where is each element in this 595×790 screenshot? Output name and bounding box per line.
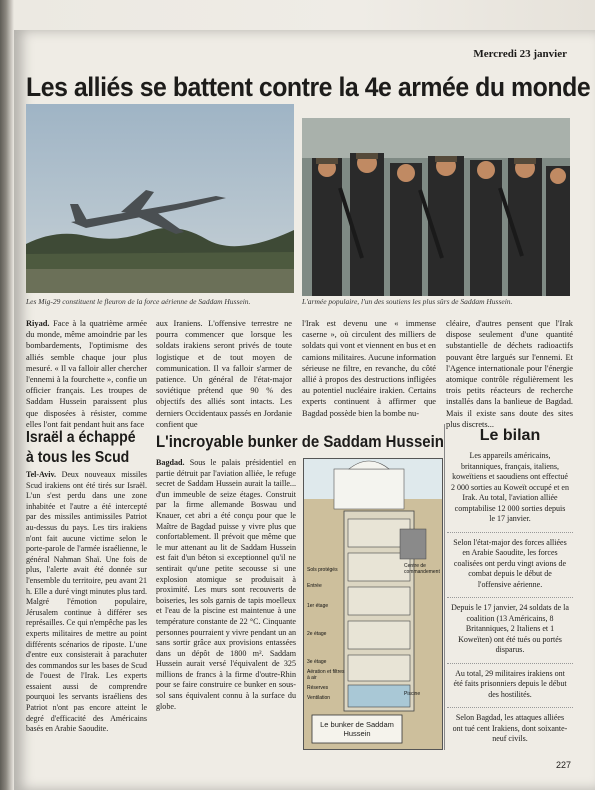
issue-date: Mercredi 23 janvier [473,48,567,60]
diagram-label-piscine: Piscine [404,691,421,697]
article-top-col2: aux Iraniens. L'offensive terrestre ne pourra commencer que lorsque les soldats irakiens seront privés de toute logistique et de tout moyen de communication. Il va falloir s'armer de patience. Un général de l'état-major soviétique prétend que 90 % des objectifs des alliés sont intacts. Les derniers Occidentaux passés en Jordanie confient que [156,319,292,429]
article-text: Face à la quatrième armée du monde, même amoindrie par les bombardements, l'optimisme des alliés semble chaque jour plus mesuré. « Il va falloir aller chercher l'ennemi à la fourchette », confie un officier français. Les troupes de Saddam Hussein paraissent plus que disposées à résister, comme elles l'ont fait pendant huit ans face [26,319,147,429]
photo-mig29 [26,104,294,293]
caption-right: L'armée populaire, l'un des soutiens les plus sûrs de Saddam Hussein. [302,297,513,306]
article-top-col3: l'Irak est devenu une « immense caserne », où circulent des milliers de soldats qui vont et viennent en bus et en camions militaires. Aucune information sérieuse ne filtre, en revanche, du côté allié à propos des destructions infligées au potentiel nucléaire irakien. Certains experts continuent à affirmer que Bagdad possède bien la bombe nu- [302,319,436,418]
dateline-telaviv: Tel-Aviv. [26,470,57,479]
diagram-label-entree: Entrée [307,583,322,589]
bunker-text: Sous le palais présidentiel en partie détruit par l'aviation alliée, le refuge secret de Saddam Hussein aurait la taille... d'un immeuble de seize étages. Construit par la firme allemande Boswau und Knauer, cet abri a été conçu pour que le Maître de Bagdad puisse y vivre plus que confortablement. Il prévoit que même que le mur attenant au lit de Saddam Hussein est fait d'un béton si exceptionnel qu'il ne sentirait qu'une petite secousse si une explosion atomique se produisait à proximité. Les murs sont recouverts de boiseries, les sols garnis de tapis moelleux et l'eau de la piscine est maintenue à une température constante de 22 °C. Cinquante personnes pourraient y vivre pendant un an sans sortir grâce aux provisions entassées dans un dépôt de 1800 m². Saddam Hussein aurait versé l'équivalent de 325 millions de francs à la firme d'outre-Rhin pour se faire construire ce bunker en sous-sol sans équivalent connu à la surface du globe. [156,458,296,711]
diagram-label-etage3: 3e étage [307,659,327,665]
photo-popular-army [302,118,570,296]
bilan-item: Les appareils américains, britanniques, français, italiens, koweïtiens et saoudiens ont effectué 2 000 sorties au Koweït occupé et en Irak. Au total, l'aviation alliée comptabilise 12 000 sorties depuis le 17 janvier. [447,451,573,533]
bilan-title: Le bilan [479,427,541,444]
dateline-bagdad: Bagdad. [156,458,185,467]
diagram-label-commandement: Centre de commandement [404,563,440,575]
bilan-item: Depuis le 17 janvier, 24 soldats de la coalition (13 Américains, 8 Britanniques, 2 Italiens et 1 Koweïten) ont été tués ou portés disparus. [447,603,573,664]
bunker-diagram [303,458,443,750]
diagram-label-etage1: 1er étage [307,603,329,609]
bilan-item: Au total, 29 militaires irakiens ont été faits prisonniers depuis le début des hostilités. [447,669,573,709]
bilan-item: Selon l'état-major des forces alliées en Arabie Saoudite, les forces coalisées ont perdu vingt avions de combat depuis le début de l'offensive aérienne. [447,538,573,599]
diagram-label-ventilation: Ventilation [307,695,331,701]
article-top-col4: cléaire, d'autres pensent que l'Irak dispose seulement d'une quantité substantielle de déchets radioactifs pouvant être largués sur l'ennemi. Et l'Agence internationale pour l'énergie atomique contrôle régulièrement les trois petits réacteurs de recherche installés dans la banlieue de Bagdad. Mais il existe sans doute des sites plus discrets... [446,319,573,429]
israel-text: Deux nouveaux missiles Scud irakiens ont été tirés sur Israël. L'un s'est perdu dans une zone inhabitée et l'autre a été intercepté par des missiles antimissiles Patriot au-dessus du pays. Les tirs irakiens n'ont fait aucune victime selon le porte-parole de l'armée israélienne, le général Nahman Shaï. Une fois de plus, l'alerte avait été donnée sur l'ensemble du territoire, peu avant 21 h. Elle a duré vingt minutes plus tard. Malgré l'émotion populaire, Jérusalem continue à différer ses représailles. Ce qui n'empêche pas les experts militaires de mettre au point différents scénarios de riposte. L'une d'entre eux consisterait à parachuter des commandos sur les bases de Scud de l'ouest de l'Irak. Les experts essaient aussi de comprendre pourquoi les servants israéliens des Patriot n'ont pas encore atteint le degré d'efficacité des Américains basés en Arabie Saoudite. [26,470,147,734]
diagram-label-etage2: 2e étage [307,631,327,637]
bilan-box [447,423,573,753]
bunker-heading: L'incroyable bunker de Saddam Hussein [156,432,444,451]
headline: Les alliés se battent contre la 4e armée du monde [26,72,591,102]
caption-left: Les Mig-29 constituent le fleuron de la force aérienne de Saddam Hussein. [26,297,251,306]
diagram-label-sols: Sols protégés [307,567,338,573]
dateline-riyad: Riyad. [26,319,50,328]
bilan-item: Selon Bagdad, les attaques alliées ont tué cent Irakiens, dont soixante-neuf civils. [452,713,568,743]
page-number: 227 [555,760,571,770]
bunker-article [156,458,296,750]
divider-bilan [444,424,445,750]
diagram-caption: Le bunker de Saddam Hussein [320,720,394,738]
israel-heading: Israël a échappé à tous les Scud [26,429,136,466]
article-top-col1 [26,318,147,430]
diagram-label-reserves: Réserves [307,685,329,691]
diagram-label-aeration: Aération et filtres à air [307,669,345,681]
israel-article [26,470,147,748]
